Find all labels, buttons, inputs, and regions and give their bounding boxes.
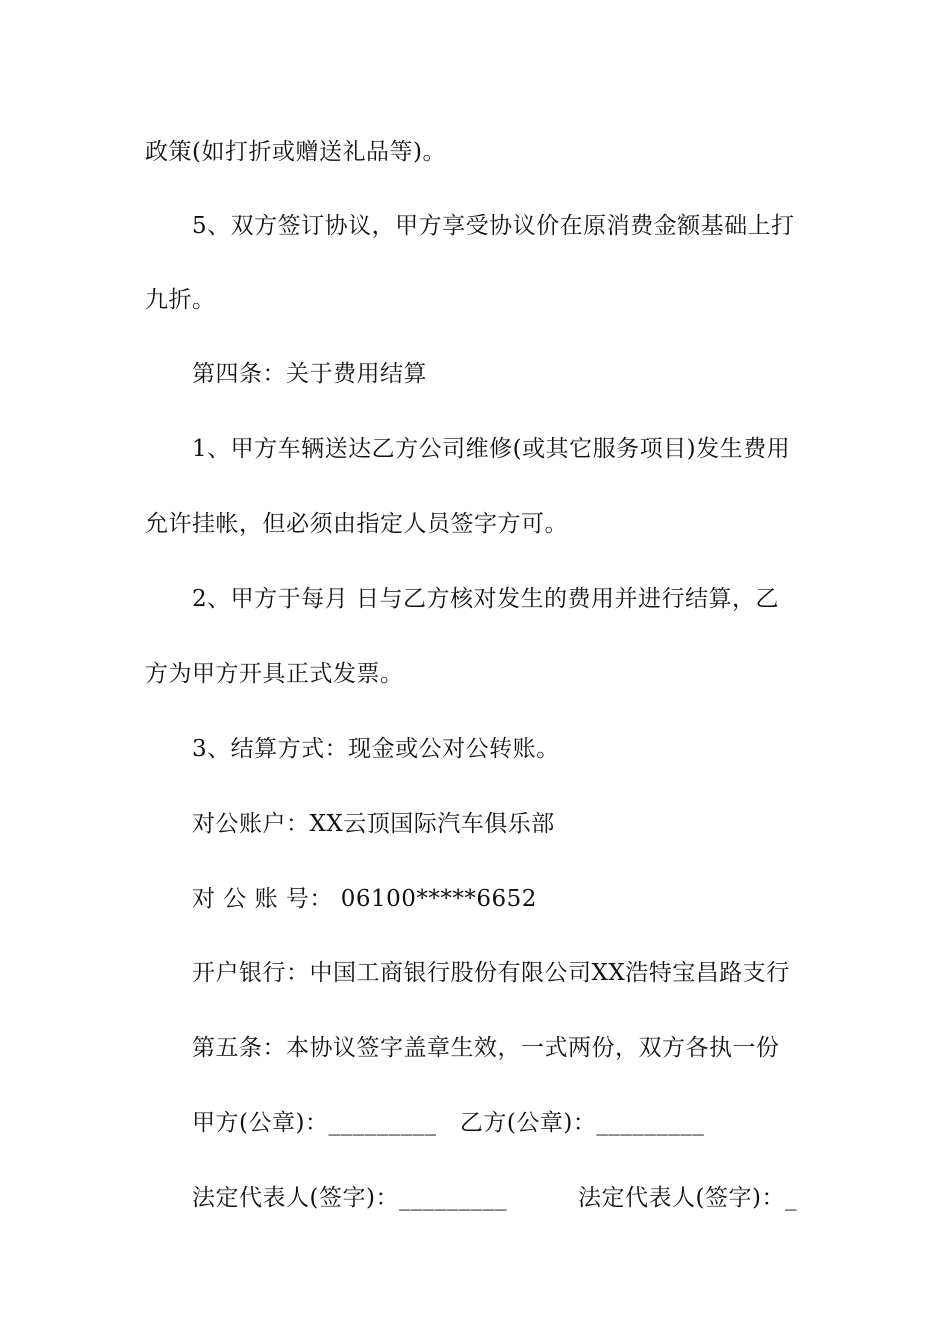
account-name-line: 对公账户：XX云顶国际汽车俱乐部 <box>192 811 555 837</box>
seal-line: 甲方(公章)：_________ 乙方(公章)：_________ <box>192 1110 705 1136</box>
paragraph-line: 九折。 <box>145 287 216 313</box>
party-a-signature-line: 法定代表人(签字)：_________ <box>192 1185 507 1211</box>
article-4-heading: 第四条：关于费用结算 <box>192 361 427 387</box>
paragraph-line: 允许挂帐，但必须由指定人员签字方可。 <box>145 511 568 537</box>
clause-2-line: 2、甲方于每月 日与乙方核对发生的费用并进行结算，乙 <box>192 586 779 612</box>
party-b-signature-line: 法定代表人(签字)：_ <box>578 1185 797 1211</box>
paragraph-line: 方为甲方开具正式发票。 <box>145 661 404 687</box>
clause-5-line: 5、双方签订协议，甲方享受协议价在原消费金额基础上打 <box>192 213 795 239</box>
clause-1-line: 1、甲方车辆送达乙方公司维修(或其它服务项目)发生费用 <box>192 436 791 462</box>
paragraph-line: 政策(如打折或赠送礼品等)。 <box>145 139 446 165</box>
account-number-line: 对 公 账 号： 06100*****6652 <box>192 886 537 912</box>
bank-line: 开户银行：中国工商银行股份有限公司XX浩特宝昌路支行 <box>192 960 790 986</box>
clause-3-line: 3、结算方式：现金或公对公转账。 <box>192 736 560 762</box>
article-5-line: 第五条：本协议签字盖章生效，一式两份，双方各执一份 <box>192 1035 780 1061</box>
